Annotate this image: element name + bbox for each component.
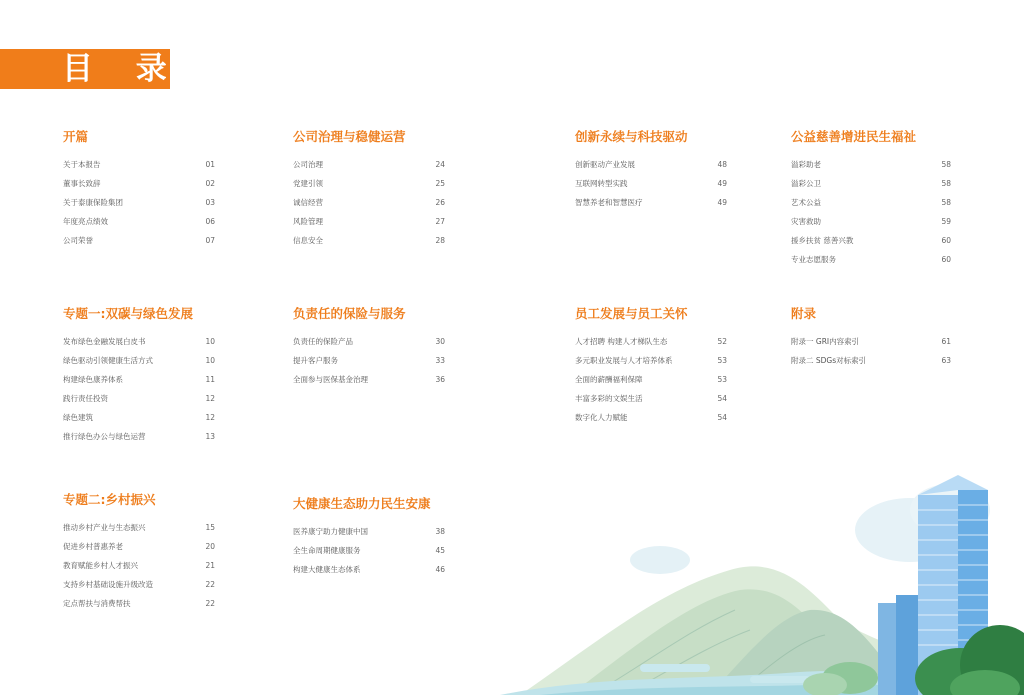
page-title: 目 录 bbox=[62, 51, 183, 87]
section-heading: 大健康生态助力民生安康 bbox=[293, 496, 431, 511]
toc-entry-label: 构建大健康生态体系 bbox=[293, 565, 361, 574]
toc-entry[interactable] bbox=[293, 541, 445, 560]
toc-entry-page: 27 bbox=[435, 217, 445, 226]
toc-entry[interactable] bbox=[63, 556, 215, 575]
toc-entry-label: 践行责任投资 bbox=[63, 394, 108, 403]
toc-entry-label: 推动乡村产业与生态振兴 bbox=[63, 523, 146, 532]
toc-entry[interactable] bbox=[293, 332, 445, 351]
toc-entry-label: 绿色建筑 bbox=[63, 413, 93, 422]
toc-entry-page: 13 bbox=[205, 432, 215, 441]
section-heading: 开篇 bbox=[63, 129, 89, 144]
toc-entry-label: 丰富多彩的文娱生活 bbox=[575, 394, 643, 403]
city-landscape-illustration bbox=[480, 440, 1024, 695]
section-heading: 公司治理与稳健运营 bbox=[293, 129, 406, 144]
toc-entry[interactable] bbox=[63, 575, 215, 594]
toc-entry-label: 绿色驱动引领健康生活方式 bbox=[63, 356, 153, 365]
toc-entry-page: 46 bbox=[435, 565, 445, 574]
toc-entry[interactable] bbox=[63, 193, 215, 212]
toc-entry-label: 灾害救助 bbox=[791, 217, 821, 226]
toc-entry[interactable] bbox=[791, 250, 951, 269]
toc-section bbox=[791, 305, 951, 370]
section-heading: 负责任的保险与服务 bbox=[293, 306, 406, 321]
toc-entry-page: 24 bbox=[435, 160, 445, 169]
toc-entry-page: 61 bbox=[941, 337, 951, 346]
toc-entry[interactable] bbox=[63, 174, 215, 193]
toc-entry[interactable] bbox=[293, 560, 445, 579]
toc-entry-page: 48 bbox=[717, 160, 727, 169]
toc-entry-label: 互联网转型实践 bbox=[575, 179, 628, 188]
toc-entry-label: 诚信经营 bbox=[293, 198, 323, 207]
toc-entry-page: 59 bbox=[941, 217, 951, 226]
toc-entry-label: 创新驱动产业发展 bbox=[575, 160, 635, 169]
toc-section bbox=[63, 491, 215, 613]
toc-entry-label: 全生命周期健康服务 bbox=[293, 546, 361, 555]
toc-entry[interactable] bbox=[293, 231, 445, 250]
toc-entry-page: 10 bbox=[205, 337, 215, 346]
toc-entry[interactable] bbox=[293, 174, 445, 193]
toc-entry-label: 促进乡村普惠养老 bbox=[63, 542, 123, 551]
toc-entry-page: 58 bbox=[941, 179, 951, 188]
toc-entry[interactable] bbox=[575, 155, 727, 174]
toc-entry-label: 负责任的保险产品 bbox=[293, 337, 353, 346]
toc-entry-page: 60 bbox=[941, 255, 951, 264]
toc-entry-page: 63 bbox=[941, 356, 951, 365]
toc-entry[interactable] bbox=[575, 351, 727, 370]
toc-section bbox=[293, 495, 445, 579]
toc-entry-page: 53 bbox=[717, 356, 727, 365]
toc-entry-label: 定点帮扶与消费帮扶 bbox=[63, 599, 131, 608]
toc-entry-page: 58 bbox=[941, 198, 951, 207]
toc-entry-label: 溢彩助老 bbox=[791, 160, 821, 169]
toc-entry[interactable] bbox=[293, 370, 445, 389]
toc-entry-label: 公司荣誉 bbox=[63, 236, 93, 245]
toc-entry-label: 教育赋能乡村人才振兴 bbox=[63, 561, 138, 570]
toc-entry-label: 董事长致辞 bbox=[63, 179, 101, 188]
toc-entry[interactable] bbox=[791, 174, 951, 193]
toc-entry[interactable] bbox=[791, 212, 951, 231]
toc-entry-page: 60 bbox=[941, 236, 951, 245]
toc-entry[interactable] bbox=[791, 351, 951, 370]
toc-entry-label: 附录二 SDGs对标索引 bbox=[791, 356, 867, 365]
section-heading: 员工发展与员工关怀 bbox=[575, 306, 688, 321]
toc-entry[interactable] bbox=[791, 193, 951, 212]
toc-entry-label: 附录一 GRI内容索引 bbox=[791, 337, 860, 346]
toc-section bbox=[293, 305, 445, 389]
toc-entry[interactable] bbox=[293, 155, 445, 174]
toc-entry-page: 30 bbox=[435, 337, 445, 346]
toc-entry-label: 提升客户服务 bbox=[293, 356, 338, 365]
toc-entry-page: 07 bbox=[205, 236, 215, 245]
toc-entry-page: 12 bbox=[205, 394, 215, 403]
toc-entry[interactable] bbox=[575, 174, 727, 193]
toc-entry-label: 发布绿色金融发展白皮书 bbox=[63, 337, 146, 346]
toc-section bbox=[575, 128, 727, 212]
toc-entry-page: 36 bbox=[435, 375, 445, 384]
toc-section bbox=[63, 128, 215, 250]
toc-entry[interactable] bbox=[575, 332, 727, 351]
toc-entry-label: 人才招聘 构建人才梯队生态 bbox=[575, 337, 668, 346]
toc-section bbox=[63, 305, 215, 446]
toc-entry-page: 15 bbox=[205, 523, 215, 532]
toc-entry-label: 构建绿色康养体系 bbox=[63, 375, 123, 384]
section-heading: 附录 bbox=[791, 306, 817, 321]
toc-entry[interactable] bbox=[63, 427, 215, 446]
section-heading: 专题一:双碳与绿色发展 bbox=[63, 306, 193, 321]
toc-entry-page: 33 bbox=[435, 356, 445, 365]
section-heading: 创新永续与科技驱动 bbox=[575, 129, 688, 144]
toc-entry-label: 信息安全 bbox=[293, 236, 323, 245]
toc-entry[interactable] bbox=[293, 522, 445, 541]
toc-entry-page: 49 bbox=[717, 198, 727, 207]
toc-entry[interactable] bbox=[63, 408, 215, 427]
toc-entry-label: 党建引领 bbox=[293, 179, 323, 188]
toc-entry-page: 49 bbox=[717, 179, 727, 188]
toc-entry-page: 02 bbox=[205, 179, 215, 188]
toc-entry-page: 22 bbox=[205, 599, 215, 608]
toc-entry-label: 专业志愿服务 bbox=[791, 255, 836, 264]
toc-entry-page: 06 bbox=[205, 217, 215, 226]
toc-entry-page: 45 bbox=[435, 546, 445, 555]
section-heading: 公益慈善增进民生福祉 bbox=[791, 129, 917, 144]
toc-entry-label: 风险管理 bbox=[293, 217, 323, 226]
toc-entry-page: 38 bbox=[435, 527, 445, 536]
toc-entry-label: 支持乡村基础设施升级改造 bbox=[63, 580, 153, 589]
toc-entry-page: 54 bbox=[717, 413, 727, 422]
toc-entry[interactable] bbox=[63, 231, 215, 250]
toc-entry-page: 22 bbox=[205, 580, 215, 589]
toc-entry-page: 11 bbox=[205, 375, 215, 384]
toc-entry[interactable] bbox=[63, 594, 215, 613]
toc-entry-label: 推行绿色办公与绿色运营 bbox=[63, 432, 146, 441]
toc-entry-page: 20 bbox=[205, 542, 215, 551]
toc-entry-label: 数字化人力赋能 bbox=[575, 413, 628, 422]
toc-entry-label: 关于泰康保险集团 bbox=[63, 198, 123, 207]
toc-entry[interactable] bbox=[63, 212, 215, 231]
toc-entry-page: 10 bbox=[205, 356, 215, 365]
toc-entry-page: 54 bbox=[717, 394, 727, 403]
toc-entry[interactable] bbox=[791, 332, 951, 351]
toc-entry-page: 25 bbox=[435, 179, 445, 188]
toc-entry-page: 26 bbox=[435, 198, 445, 207]
toc-entry-label: 多元职业发展与人才培养体系 bbox=[575, 356, 673, 365]
toc-entry[interactable] bbox=[63, 351, 215, 370]
toc-entry-label: 年度亮点绩效 bbox=[63, 217, 108, 226]
toc-entry-page: 52 bbox=[717, 337, 727, 346]
toc-entry-label: 溢彩公卫 bbox=[791, 179, 821, 188]
toc-entry[interactable] bbox=[293, 212, 445, 231]
toc-section bbox=[575, 305, 727, 427]
toc-section bbox=[293, 128, 445, 250]
toc-entry-page: 28 bbox=[435, 236, 445, 245]
toc-entry-label: 公司治理 bbox=[293, 160, 323, 169]
toc-entry[interactable] bbox=[293, 351, 445, 370]
section-heading: 专题二:乡村振兴 bbox=[63, 492, 156, 507]
toc-entry[interactable] bbox=[293, 193, 445, 212]
toc-section bbox=[791, 128, 951, 269]
toc-entry-label: 智慧养老和智慧医疗 bbox=[575, 198, 643, 207]
toc-entry-label: 关于本报告 bbox=[63, 160, 101, 169]
toc-entry[interactable] bbox=[63, 389, 215, 408]
toc-entry[interactable] bbox=[575, 389, 727, 408]
toc-entry-label: 全面参与医保基金治理 bbox=[293, 375, 368, 384]
toc-entry[interactable] bbox=[575, 193, 727, 212]
toc-entry-page: 03 bbox=[205, 198, 215, 207]
toc-entry[interactable] bbox=[63, 518, 215, 537]
toc-entry[interactable] bbox=[63, 155, 215, 174]
toc-entry-label: 全面的薪酬福利保障 bbox=[575, 375, 643, 384]
toc-entry[interactable] bbox=[63, 370, 215, 389]
toc-entry[interactable] bbox=[791, 155, 951, 174]
toc-entry-label: 援乡扶贫 慈善兴教 bbox=[791, 236, 854, 245]
toc-entry-page: 12 bbox=[205, 413, 215, 422]
toc-entry-label: 医养康宁助力健康中国 bbox=[293, 527, 368, 536]
toc-entry[interactable] bbox=[791, 231, 951, 250]
toc-entry-page: 21 bbox=[205, 561, 215, 570]
toc-entry[interactable] bbox=[575, 408, 727, 427]
toc-entry[interactable] bbox=[575, 370, 727, 389]
toc-entry-label: 艺术公益 bbox=[791, 198, 821, 207]
toc-entry-page: 58 bbox=[941, 160, 951, 169]
toc-entry-page: 53 bbox=[717, 375, 727, 384]
toc-entry[interactable] bbox=[63, 332, 215, 351]
toc-entry[interactable] bbox=[63, 537, 215, 556]
toc-entry-page: 01 bbox=[205, 160, 215, 169]
